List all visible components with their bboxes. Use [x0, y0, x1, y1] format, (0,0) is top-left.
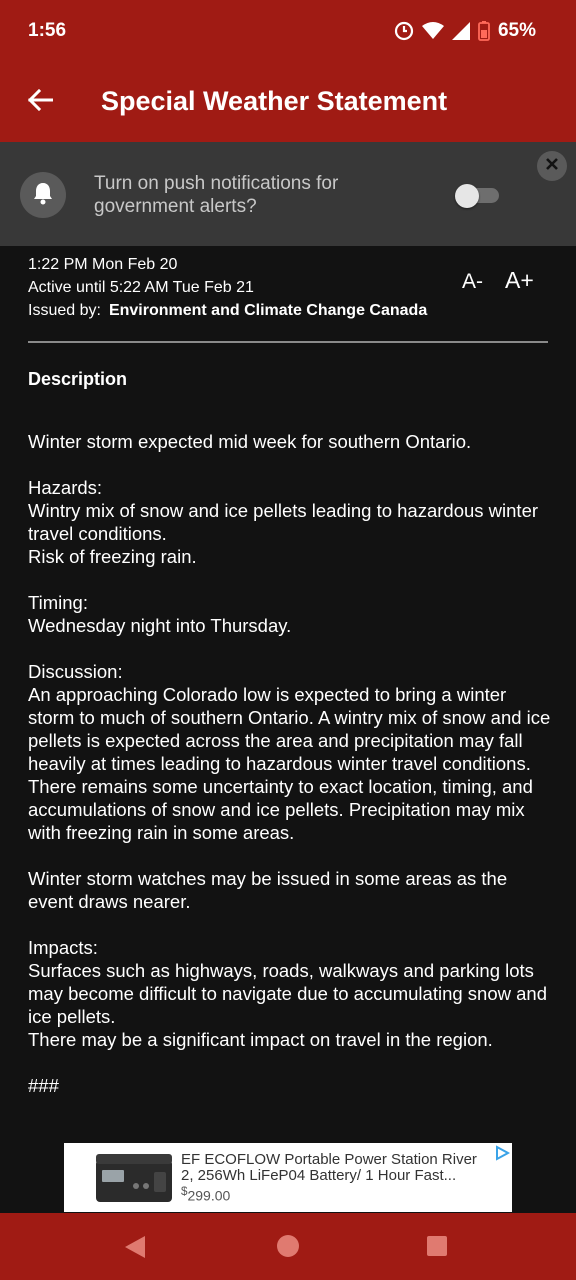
notification-banner	[0, 142, 576, 246]
description-paragraph: Hazards: Wintry mix of snow and ice pellets leading to hazardous winter travel conditions. Risk of freezing rain.	[28, 477, 539, 567]
battery-saver-icon	[478, 21, 490, 41]
ad-price	[181, 1185, 230, 1204]
notification-prompt: Turn on push notifications for government alerts?	[94, 173, 339, 217]
nav-recents-icon[interactable]	[427, 1236, 447, 1256]
issued-by-label: Issued by:	[28, 302, 101, 319]
description-body	[28, 430, 553, 1120]
description-heading: Description	[28, 369, 128, 389]
description-paragraph: Timing: Wednesday night into Thursday.	[28, 592, 292, 636]
close-banner-button[interactable]	[537, 151, 567, 181]
divider	[28, 341, 548, 343]
ad-banner[interactable]	[64, 1143, 512, 1212]
bell-avatar	[20, 172, 66, 218]
ad-price-currency: $	[181, 1185, 188, 1198]
push-notification-toggle[interactable]	[455, 184, 499, 206]
description-paragraph: Discussion: An approaching Colorado low is expected to bring a winter storm to much of southern Ontario. A wintry mix of snow and ice pellets is expected across the area and precipitation may fall heavily at times leading to hazardous winter travel conditions. There remains some uncertainty to exact location, timing, and accumulations of snow and ice pellets. Precipitation may mix with freezing rain in some areas.	[28, 661, 551, 843]
app-bar	[0, 64, 576, 142]
wifi-icon	[422, 22, 444, 40]
battery-level: 65%	[497, 20, 536, 41]
signal-icon	[452, 22, 470, 40]
nav-home-icon[interactable]	[277, 1235, 299, 1257]
description-paragraph: ###	[28, 1075, 59, 1096]
ad-title: EF ECOFLOW Portable Power Station River 2, 256Wh LiFeP04 Battery/ 1 Hour Fast...	[181, 1151, 477, 1184]
close-icon	[545, 157, 559, 176]
description-paragraph: Impacts: Surfaces such as highways, roads, walkways and parking lots may become difficult to navigate due to accumulating snow and ice pellets. There may be a significant impact on travel in the region.	[28, 937, 547, 1050]
toggle-thumb	[455, 184, 479, 208]
description-paragraph: Winter storm expected mid week for southern Ontario.	[28, 431, 472, 452]
increase-font-button[interactable]: A+	[505, 267, 534, 293]
issuer-name: Environment and Climate Change Canada	[108, 302, 428, 319]
status-time: 1:56	[28, 20, 67, 41]
ad-choices-icon[interactable]	[494, 1145, 510, 1161]
issued-time: 1:22 PM Mon Feb 20	[28, 256, 178, 273]
alarm-icon	[394, 21, 414, 41]
ad-price-value: 299.00	[187, 1187, 231, 1204]
alert-meta	[28, 253, 427, 322]
issuer-row	[28, 299, 427, 322]
bell-icon	[32, 181, 54, 210]
status-icons	[394, 20, 536, 42]
back-arrow-icon	[27, 89, 53, 116]
page-title: Special Weather Statement	[101, 86, 448, 116]
decrease-font-button[interactable]: A-	[462, 270, 483, 293]
power-station-image	[94, 1152, 174, 1204]
status-bar	[0, 0, 576, 64]
system-nav-bar	[0, 1213, 576, 1280]
back-button[interactable]	[20, 82, 60, 122]
active-until: Active until 5:22 AM Tue Feb 21	[28, 279, 254, 296]
description-paragraph: Winter storm watches may be issued in some areas as the event draws nearer.	[28, 868, 508, 912]
nav-back-icon[interactable]	[124, 1235, 146, 1264]
